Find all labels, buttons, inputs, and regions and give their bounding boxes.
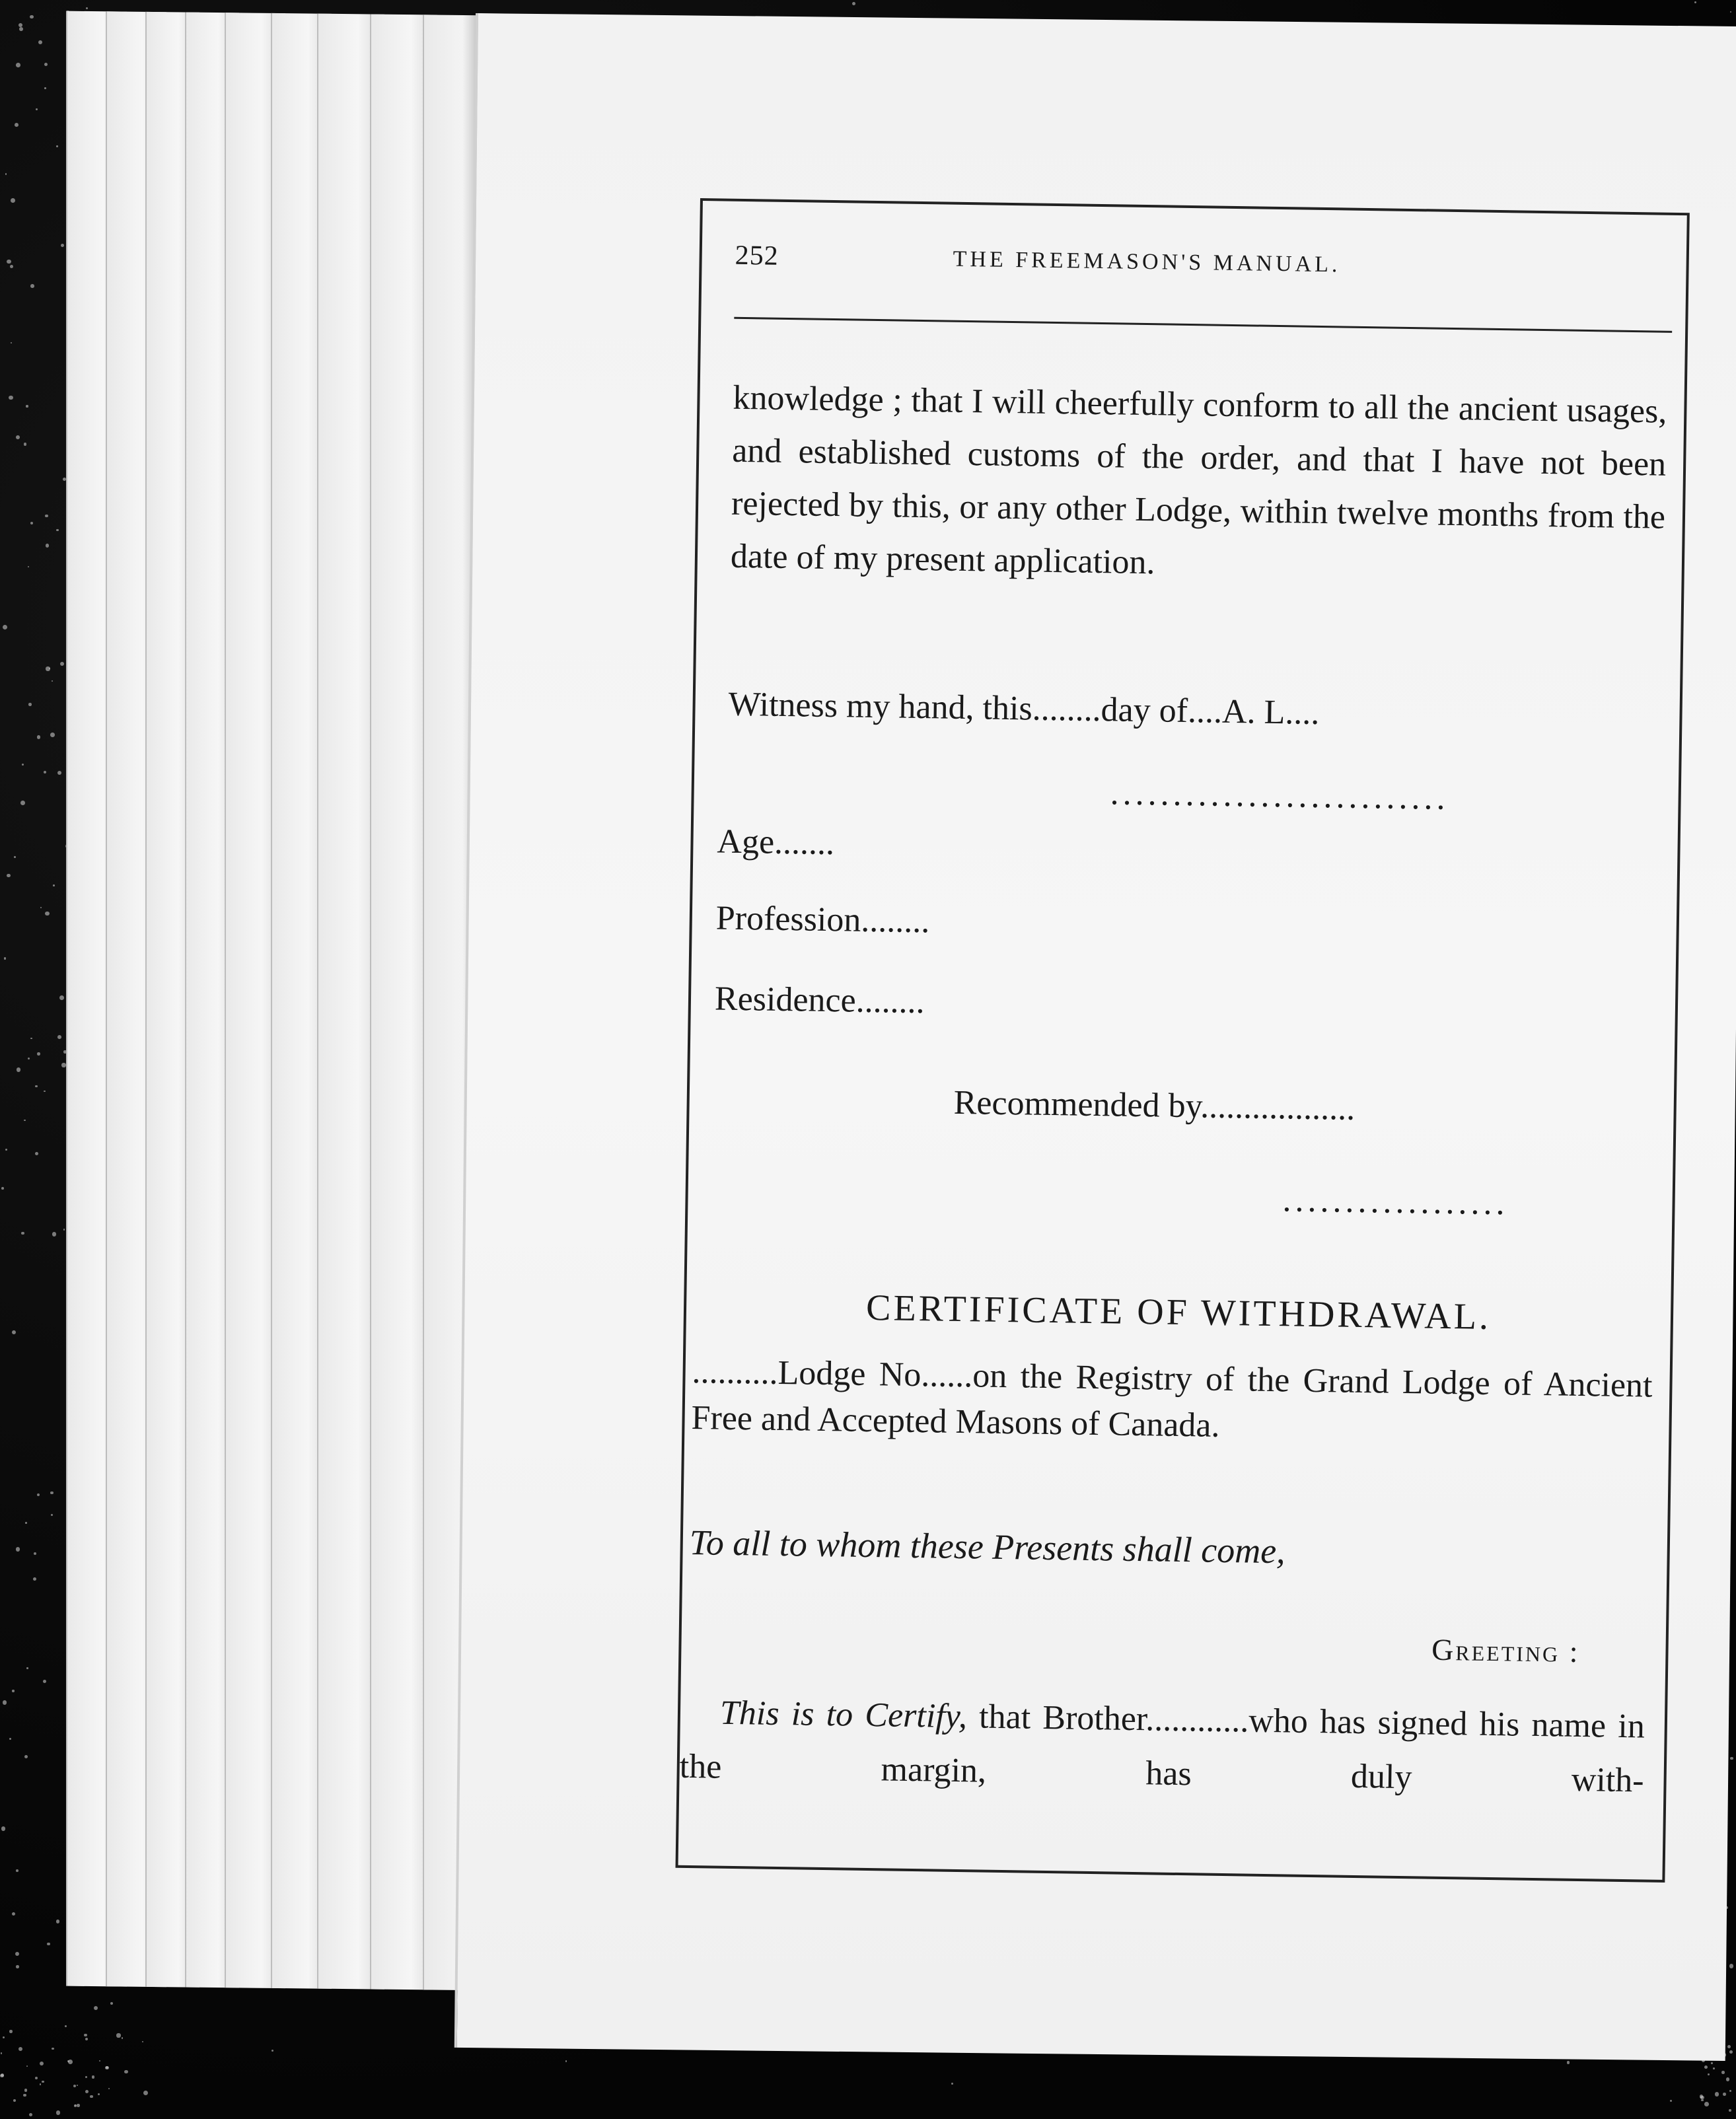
noise-speck xyxy=(108,2088,110,2090)
noise-speck xyxy=(20,801,25,805)
noise-speck xyxy=(85,2076,87,2078)
noise-speck xyxy=(3,1700,7,1705)
noise-speck xyxy=(1727,2045,1731,2048)
noise-speck xyxy=(24,1755,28,1758)
noise-speck xyxy=(90,2095,92,2098)
noise-speck xyxy=(1729,2090,1731,2092)
noise-speck xyxy=(24,1120,26,1122)
noise-speck xyxy=(84,2034,87,2037)
recommended-by-line: Recommended by.................. xyxy=(953,1083,1356,1128)
noise-speck xyxy=(56,2110,60,2114)
certify-text: that Brother............who has signed his name in the margin, has duly with- xyxy=(679,1698,1646,1800)
noise-speck xyxy=(26,405,28,407)
noise-speck xyxy=(36,108,38,111)
noise-speck xyxy=(105,2066,109,2070)
noise-speck xyxy=(57,771,62,775)
noise-speck xyxy=(17,1067,21,1072)
noise-speck xyxy=(40,2062,44,2065)
noise-speck xyxy=(7,874,10,877)
noise-speck xyxy=(44,87,46,89)
noise-speck xyxy=(86,7,88,9)
address-line: To all to whom these Presents shall come, xyxy=(689,1522,1286,1571)
certificate-title: CERTIFICATE OF WITHDRAWAL. xyxy=(865,1287,1492,1338)
noise-speck xyxy=(28,1058,30,1060)
noise-speck xyxy=(1715,2092,1719,2096)
stacked-page-edges xyxy=(66,11,489,1991)
noise-speck xyxy=(45,912,50,916)
noise-speck xyxy=(16,1547,20,1551)
noise-speck xyxy=(30,15,33,18)
noise-speck xyxy=(61,244,64,247)
noise-speck xyxy=(852,2,855,5)
noise-speck xyxy=(1,2052,3,2054)
noise-speck xyxy=(44,63,48,66)
noise-speck xyxy=(37,1052,40,1056)
lodge-registry-paragraph: ..........Lodge No......on the Registry of the Grand Lodge of Ancient Free and Accepted Masons of Canada. xyxy=(691,1353,1653,1445)
noise-speck xyxy=(15,1952,19,1956)
noise-speck xyxy=(99,2060,100,2062)
noise-speck xyxy=(30,1038,32,1040)
noise-speck xyxy=(14,856,16,858)
noise-speck xyxy=(56,529,59,532)
noise-speck xyxy=(1729,2109,1731,2112)
noise-speck xyxy=(1670,2100,1672,2102)
noise-speck xyxy=(110,2002,113,2005)
noise-speck xyxy=(77,2104,79,2106)
noise-speck xyxy=(85,2090,89,2093)
noise-speck xyxy=(61,1063,65,1067)
noise-speck xyxy=(50,1491,54,1495)
noise-speck xyxy=(1,1826,6,1831)
noise-speck xyxy=(271,2050,273,2052)
noise-speck xyxy=(30,522,33,524)
noise-speck xyxy=(5,1149,8,1151)
application-body-text: knowledge ; that I will cheerfully conform to all the ancient usages, and established customs of the order, and that I have not been rejected by this, or any other Lodge, within twelve months from the date of my present application. xyxy=(730,378,1667,582)
header-rule xyxy=(734,317,1672,333)
noise-speck xyxy=(13,2099,16,2102)
noise-speck xyxy=(1704,2065,1708,2069)
noise-speck xyxy=(142,2041,143,2042)
noise-speck xyxy=(1729,2050,1733,2054)
noise-speck xyxy=(44,1091,46,1093)
noise-speck xyxy=(9,2030,12,2032)
certify-paragraph xyxy=(679,1686,1645,1809)
running-head xyxy=(735,240,1660,300)
noise-speck xyxy=(50,733,55,737)
noise-speck xyxy=(143,2091,148,2095)
noise-speck xyxy=(40,2083,42,2085)
noise-speck xyxy=(1701,2099,1703,2101)
signature-line: ........................... xyxy=(1110,774,1450,817)
noise-speck xyxy=(56,145,58,147)
noise-speck xyxy=(1726,2077,1729,2081)
noise-speck xyxy=(18,2047,22,2051)
noise-speck xyxy=(9,396,13,400)
noise-speck xyxy=(1730,11,1731,13)
noise-speck xyxy=(3,625,7,629)
noise-speck xyxy=(7,260,11,264)
noise-speck xyxy=(25,1522,27,1524)
noise-speck xyxy=(40,907,42,908)
noise-speck xyxy=(46,544,49,547)
noise-speck xyxy=(43,1680,46,1683)
noise-speck xyxy=(1721,2071,1725,2074)
noise-speck xyxy=(16,1965,19,1968)
noise-speck xyxy=(42,2081,44,2083)
noise-speck xyxy=(1729,1964,1733,1968)
noise-speck xyxy=(16,1869,18,1872)
noise-speck xyxy=(1,1187,4,1190)
noise-speck xyxy=(23,2094,26,2097)
noise-speck xyxy=(26,2065,28,2067)
noise-speck xyxy=(26,1667,28,1669)
profession-line: Profession........ xyxy=(715,899,930,941)
noise-speck xyxy=(51,1514,53,1516)
noise-speck xyxy=(47,1943,50,1946)
noise-speck xyxy=(18,23,22,27)
noise-speck xyxy=(1704,2102,1709,2106)
noise-speck xyxy=(124,2070,127,2073)
noise-speck xyxy=(1,2073,4,2077)
certify-italic-phrase: This is to Certify, xyxy=(719,1694,968,1736)
noise-speck xyxy=(35,1085,37,1087)
noise-speck xyxy=(16,435,20,439)
noise-speck xyxy=(85,2038,88,2040)
noise-speck xyxy=(53,884,55,886)
noise-speck xyxy=(92,2075,94,2078)
noise-speck xyxy=(565,2060,567,2062)
noise-speck xyxy=(28,703,32,706)
noise-speck xyxy=(122,2037,124,2039)
noise-speck xyxy=(35,1152,38,1155)
noise-speck xyxy=(951,2083,953,2085)
noise-speck xyxy=(1567,2061,1570,2064)
noise-speck xyxy=(60,662,64,666)
noise-speck xyxy=(98,2093,100,2096)
noise-speck xyxy=(94,2006,98,2011)
noise-speck xyxy=(52,1232,56,1236)
noise-speck xyxy=(30,284,34,288)
noise-speck xyxy=(12,1330,16,1334)
noise-speck xyxy=(1730,1757,1733,1760)
witness-line: Witness my hand, this........day of....A. L.... xyxy=(728,685,1320,732)
greeting: Greeting : xyxy=(1431,1632,1580,1669)
noise-speck xyxy=(35,2077,38,2079)
noise-speck xyxy=(1723,2093,1726,2096)
age-line: Age....... xyxy=(717,822,835,863)
noise-speck xyxy=(57,1035,61,1039)
noise-speck xyxy=(15,123,18,127)
noise-speck xyxy=(34,1552,36,1555)
noise-speck xyxy=(37,1493,40,1496)
noise-speck xyxy=(21,1232,24,1235)
noise-speck xyxy=(56,1920,59,1923)
noise-speck xyxy=(28,566,29,567)
printed-page-frame xyxy=(675,198,1689,1883)
recommended-by-second-line: .................. xyxy=(1282,1181,1509,1223)
noise-speck xyxy=(65,2025,67,2027)
noise-speck xyxy=(77,2085,78,2086)
noise-speck xyxy=(12,1912,15,1916)
noise-speck xyxy=(24,2089,27,2091)
noise-speck xyxy=(10,265,13,268)
noise-speck xyxy=(59,995,64,1000)
noise-speck xyxy=(116,2033,120,2037)
noise-speck xyxy=(1711,2062,1713,2064)
noise-speck xyxy=(33,1577,36,1581)
running-title: THE FREEMASON'S MANUAL. xyxy=(953,246,1341,277)
page-number: 252 xyxy=(735,240,779,271)
noise-speck xyxy=(37,735,41,739)
noise-speck xyxy=(73,2085,76,2087)
noise-speck xyxy=(4,957,6,959)
noise-speck xyxy=(1713,2067,1715,2069)
noise-speck xyxy=(44,771,46,773)
residence-line: Residence........ xyxy=(714,980,925,1021)
noise-speck xyxy=(5,173,7,174)
noise-speck xyxy=(9,1738,11,1740)
noise-speck xyxy=(22,764,24,766)
noise-speck xyxy=(49,668,50,669)
noise-speck xyxy=(12,1690,14,1692)
noise-speck xyxy=(52,680,54,682)
noise-speck xyxy=(16,63,20,67)
noise-speck xyxy=(11,342,12,343)
noise-speck xyxy=(24,443,27,446)
noise-speck xyxy=(1694,1,1697,4)
noise-speck xyxy=(38,40,42,44)
noise-speck xyxy=(52,2048,54,2050)
noise-speck xyxy=(3,2036,5,2038)
noise-speck xyxy=(19,27,23,31)
noise-speck xyxy=(11,198,15,203)
noise-speck xyxy=(1700,2095,1703,2098)
noise-speck xyxy=(1708,2073,1710,2076)
noise-speck xyxy=(29,2113,32,2116)
noise-speck xyxy=(45,515,48,518)
noise-speck xyxy=(63,1229,65,1230)
